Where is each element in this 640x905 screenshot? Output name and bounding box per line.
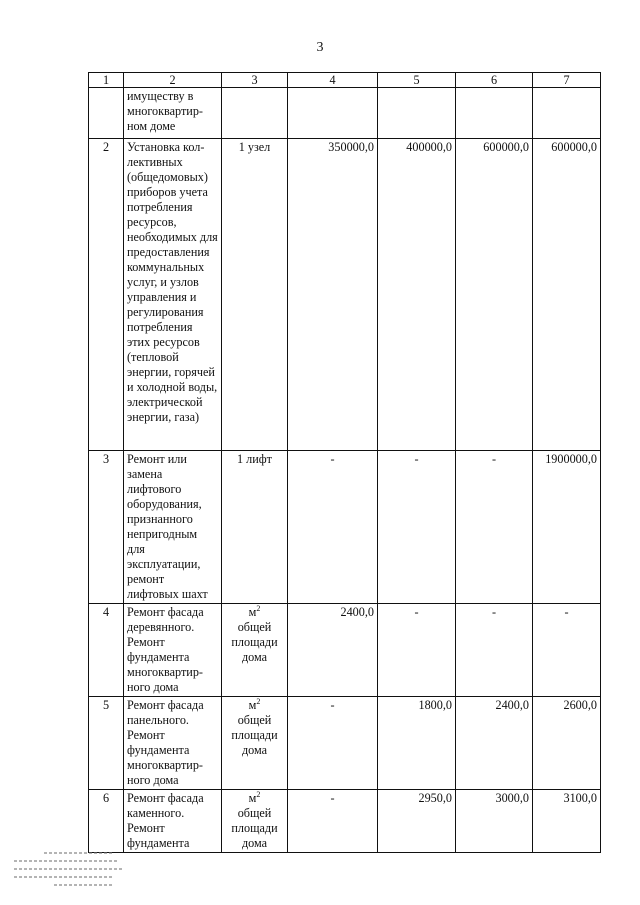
unit-m: м bbox=[248, 791, 257, 805]
row-unit bbox=[222, 790, 288, 853]
row-value-col7: - bbox=[533, 604, 601, 697]
works-table bbox=[88, 72, 601, 853]
row-value-col6 bbox=[456, 88, 533, 139]
row-description: Ремонт фасада панельного. Ремонт фундамента многоквартир-ного дома bbox=[124, 697, 222, 790]
unit-rest: общей площади дома bbox=[231, 713, 278, 757]
unit-superscript: 2 bbox=[256, 603, 261, 613]
column-header: 6 bbox=[456, 73, 533, 88]
row-number: 5 bbox=[89, 697, 124, 790]
row-value-col4: - bbox=[288, 790, 378, 853]
row-value-col6: 3000,0 bbox=[456, 790, 533, 853]
table-row bbox=[89, 451, 601, 604]
column-header: 1 bbox=[89, 73, 124, 88]
row-unit bbox=[222, 604, 288, 697]
row-value-col7 bbox=[533, 88, 601, 139]
row-description: Ремонт фасада каменного. Ремонт фундамента bbox=[124, 790, 222, 853]
row-description: Установка кол-лективных (общедомовых) приборов учета потребления ресурсов, необходимых для предоставления коммунальных услуг, и узлов управления и регулирования потребления этих ресурсов (тепловой энергии, горячей и холодной воды, электрической энергии, газа) bbox=[124, 139, 222, 451]
column-header: 5 bbox=[378, 73, 456, 88]
table-row-continuation bbox=[89, 88, 601, 139]
row-value-col4: 350000,0 bbox=[288, 139, 378, 451]
row-unit bbox=[222, 88, 288, 139]
row-number: 4 bbox=[89, 604, 124, 697]
row-number: 2 bbox=[89, 139, 124, 451]
row-description: имуществу в многоквартир-ном доме bbox=[124, 88, 222, 139]
row-value-col5: 1800,0 bbox=[378, 697, 456, 790]
unit-m: м bbox=[248, 605, 257, 619]
row-description: Ремонт фасада деревянного. Ремонт фундамента многоквартир-ного дома bbox=[124, 604, 222, 697]
row-value-col6: 600000,0 bbox=[456, 139, 533, 451]
table-row bbox=[89, 697, 601, 790]
table-row bbox=[89, 790, 601, 853]
row-unit bbox=[222, 697, 288, 790]
row-value-col7: 2600,0 bbox=[533, 697, 601, 790]
row-value-col7: 3100,0 bbox=[533, 790, 601, 853]
row-value-col4 bbox=[288, 88, 378, 139]
table-row bbox=[89, 139, 601, 451]
row-value-col5: 400000,0 bbox=[378, 139, 456, 451]
row-number: 3 bbox=[89, 451, 124, 604]
row-value-col4: 2400,0 bbox=[288, 604, 378, 697]
row-unit: 1 узел bbox=[222, 139, 288, 451]
column-header: 7 bbox=[533, 73, 601, 88]
row-value-col6: - bbox=[456, 451, 533, 604]
row-value-col6: - bbox=[456, 604, 533, 697]
column-header: 2 bbox=[124, 73, 222, 88]
unit-superscript: 2 bbox=[256, 696, 261, 706]
unit-m: м bbox=[248, 698, 257, 712]
unit-rest: общей площади дома bbox=[231, 806, 278, 850]
faint-stamp bbox=[14, 850, 126, 888]
row-value-col4: - bbox=[288, 451, 378, 604]
row-description: Ремонт или замена лифтового оборудования, признанного непригодным для эксплуатации, ремонт лифтовых шахт bbox=[124, 451, 222, 604]
column-header: 3 bbox=[222, 73, 288, 88]
table-header-row bbox=[89, 73, 601, 88]
row-value-col5: - bbox=[378, 604, 456, 697]
row-value-col7: 600000,0 bbox=[533, 139, 601, 451]
row-number: 6 bbox=[89, 790, 124, 853]
page-number: 3 bbox=[316, 40, 324, 55]
table-row bbox=[89, 604, 601, 697]
row-value-col5 bbox=[378, 88, 456, 139]
row-value-col4: - bbox=[288, 697, 378, 790]
unit-rest: общей площади дома bbox=[231, 620, 278, 664]
row-value-col5: 2950,0 bbox=[378, 790, 456, 853]
row-number bbox=[89, 88, 124, 139]
row-value-col5: - bbox=[378, 451, 456, 604]
row-value-col7: 1900000,0 bbox=[533, 451, 601, 604]
row-value-col6: 2400,0 bbox=[456, 697, 533, 790]
row-unit: 1 лифт bbox=[222, 451, 288, 604]
column-header: 4 bbox=[288, 73, 378, 88]
unit-superscript: 2 bbox=[256, 789, 261, 799]
